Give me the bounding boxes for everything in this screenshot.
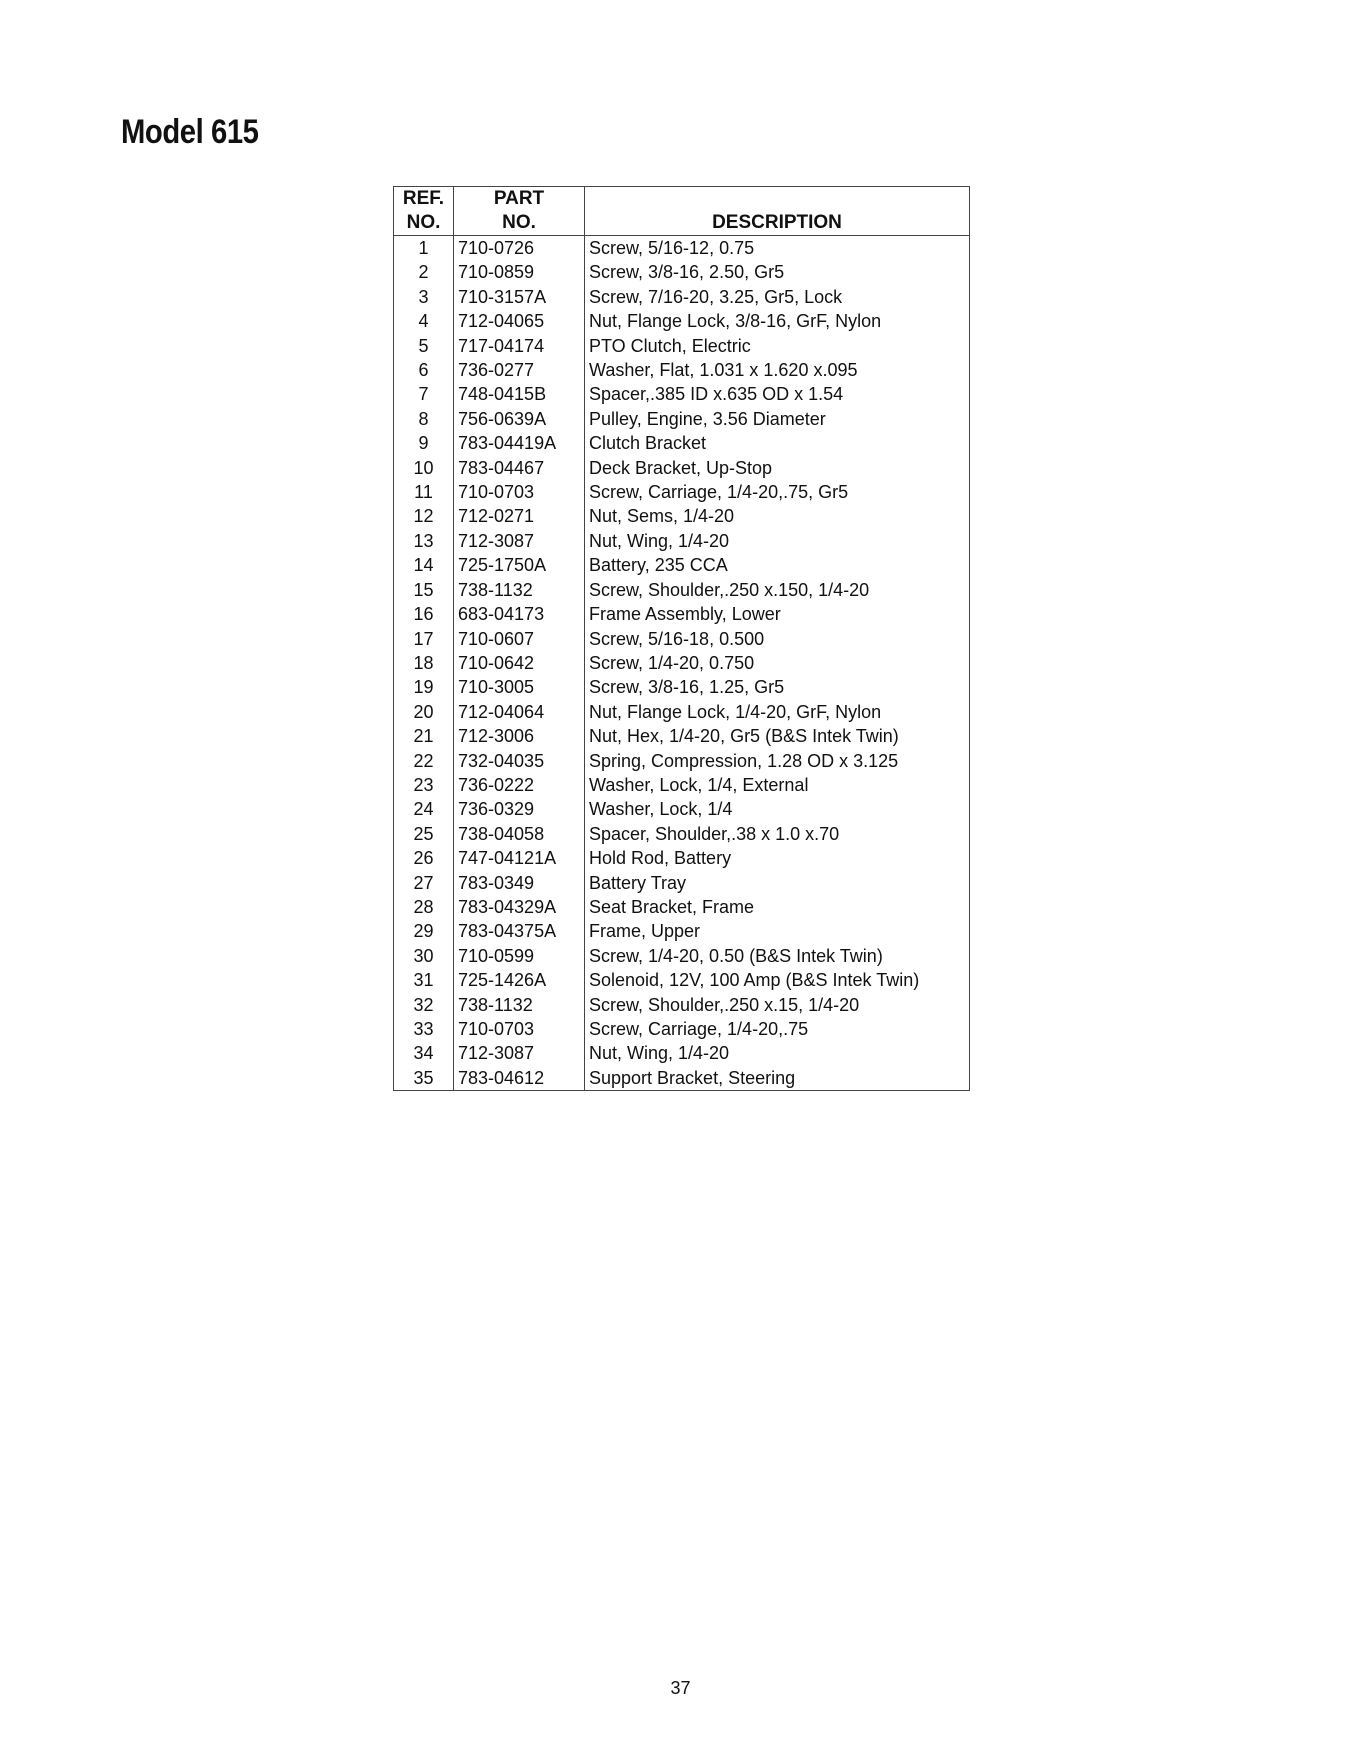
ref-no-cell: 8 bbox=[394, 407, 454, 431]
page-number: 37 bbox=[670, 1678, 691, 1698]
part-no-cell: 712-3087 bbox=[454, 529, 585, 553]
description-cell: Battery, 235 CCA bbox=[585, 553, 970, 577]
table-row bbox=[394, 456, 970, 480]
part-no-cell: 712-04065 bbox=[454, 309, 585, 333]
ref-no-cell: 10 bbox=[394, 456, 454, 480]
part-no-header bbox=[454, 187, 585, 236]
ref-no-cell: 22 bbox=[394, 749, 454, 773]
part-no-cell: 710-3005 bbox=[454, 675, 585, 699]
page-title: Model 615 bbox=[121, 113, 259, 151]
table-row bbox=[394, 504, 970, 528]
description-cell: Washer, Lock, 1/4, External bbox=[585, 773, 970, 797]
parts-table bbox=[393, 186, 970, 1091]
description-cell: Deck Bracket, Up-Stop bbox=[585, 456, 970, 480]
description-cell: Nut, Sems, 1/4-20 bbox=[585, 504, 970, 528]
ref-no-cell: 31 bbox=[394, 968, 454, 992]
ref-no-cell: 13 bbox=[394, 529, 454, 553]
table-row bbox=[394, 968, 970, 992]
description-header-label: DESCRIPTION bbox=[712, 212, 842, 233]
table-row bbox=[394, 431, 970, 455]
description-cell: Screw, 1/4-20, 0.750 bbox=[585, 651, 970, 675]
part-no-cell: 710-0607 bbox=[454, 627, 585, 651]
ref-no-cell: 29 bbox=[394, 919, 454, 943]
part-no-cell: 783-04467 bbox=[454, 456, 585, 480]
part-no-cell: 747-04121A bbox=[454, 846, 585, 870]
table-row bbox=[394, 578, 970, 602]
ref-no-cell: 17 bbox=[394, 627, 454, 651]
ref-no-cell: 15 bbox=[394, 578, 454, 602]
description-cell: Screw, Shoulder,.250 x.15, 1/4-20 bbox=[585, 993, 970, 1017]
description-cell: Nut, Flange Lock, 3/8-16, GrF, Nylon bbox=[585, 309, 970, 333]
description-cell: Screw, 5/16-12, 0.75 bbox=[585, 236, 970, 261]
part-no-cell: 683-04173 bbox=[454, 602, 585, 626]
table-row bbox=[394, 700, 970, 724]
ref-no-cell: 34 bbox=[394, 1041, 454, 1065]
ref-no-cell: 25 bbox=[394, 822, 454, 846]
part-no-cell: 748-0415B bbox=[454, 382, 585, 406]
part-no-cell: 783-04375A bbox=[454, 919, 585, 943]
ref-no-cell: 2 bbox=[394, 260, 454, 284]
table-row bbox=[394, 724, 970, 748]
ref-no-cell: 32 bbox=[394, 993, 454, 1017]
description-cell: Nut, Wing, 1/4-20 bbox=[585, 529, 970, 553]
table-row bbox=[394, 553, 970, 577]
part-no-cell: 738-1132 bbox=[454, 578, 585, 602]
ref-no-cell: 27 bbox=[394, 871, 454, 895]
part-no-cell: 710-0599 bbox=[454, 944, 585, 968]
table-row bbox=[394, 1066, 970, 1091]
table-row bbox=[394, 895, 970, 919]
ref-no-cell: 28 bbox=[394, 895, 454, 919]
description-cell: Washer, Flat, 1.031 x 1.620 x.095 bbox=[585, 358, 970, 382]
description-cell: Pulley, Engine, 3.56 Diameter bbox=[585, 407, 970, 431]
ref-no-cell: 35 bbox=[394, 1066, 454, 1091]
table-row bbox=[394, 382, 970, 406]
ref-no-cell: 23 bbox=[394, 773, 454, 797]
table-row bbox=[394, 871, 970, 895]
description-cell: Solenoid, 12V, 100 Amp (B&S Intek Twin) bbox=[585, 968, 970, 992]
ref-no-cell: 26 bbox=[394, 846, 454, 870]
table-row bbox=[394, 651, 970, 675]
part-no-cell: 783-0349 bbox=[454, 871, 585, 895]
part-no-cell: 710-0642 bbox=[454, 651, 585, 675]
ref-no-cell: 9 bbox=[394, 431, 454, 455]
table-row bbox=[394, 1017, 970, 1041]
part-no-cell: 717-04174 bbox=[454, 334, 585, 358]
table-row bbox=[394, 309, 970, 333]
ref-no-cell: 1 bbox=[394, 236, 454, 261]
parts-table-body bbox=[394, 236, 970, 1091]
table-row bbox=[394, 993, 970, 1017]
table-row bbox=[394, 822, 970, 846]
table-row bbox=[394, 529, 970, 553]
ref-no-cell: 18 bbox=[394, 651, 454, 675]
part-no-header-line2: NO. bbox=[502, 212, 536, 233]
ref-no-cell: 11 bbox=[394, 480, 454, 504]
part-no-cell: 712-04064 bbox=[454, 700, 585, 724]
table-row bbox=[394, 602, 970, 626]
description-cell: Screw, 3/8-16, 2.50, Gr5 bbox=[585, 260, 970, 284]
description-cell: Support Bracket, Steering bbox=[585, 1066, 970, 1091]
part-no-cell: 736-0222 bbox=[454, 773, 585, 797]
table-row bbox=[394, 749, 970, 773]
ref-no-header bbox=[394, 187, 454, 236]
table-row bbox=[394, 919, 970, 943]
ref-no-cell: 33 bbox=[394, 1017, 454, 1041]
ref-no-cell: 16 bbox=[394, 602, 454, 626]
part-no-cell: 710-0859 bbox=[454, 260, 585, 284]
description-cell: Screw, 1/4-20, 0.50 (B&S Intek Twin) bbox=[585, 944, 970, 968]
description-cell: Screw, 5/16-18, 0.500 bbox=[585, 627, 970, 651]
part-no-cell: 710-3157A bbox=[454, 285, 585, 309]
ref-no-cell: 5 bbox=[394, 334, 454, 358]
description-cell: Hold Rod, Battery bbox=[585, 846, 970, 870]
part-no-cell: 710-0703 bbox=[454, 480, 585, 504]
description-cell: Screw, Carriage, 1/4-20,.75, Gr5 bbox=[585, 480, 970, 504]
description-cell: Spacer, Shoulder,.38 x 1.0 x.70 bbox=[585, 822, 970, 846]
part-no-cell: 756-0639A bbox=[454, 407, 585, 431]
part-no-header-line1: PART bbox=[493, 188, 545, 209]
description-cell: Frame Assembly, Lower bbox=[585, 602, 970, 626]
table-row bbox=[394, 285, 970, 309]
ref-no-cell: 6 bbox=[394, 358, 454, 382]
table-row bbox=[394, 236, 970, 261]
table-row bbox=[394, 358, 970, 382]
ref-no-cell: 30 bbox=[394, 944, 454, 968]
part-no-cell: 736-0277 bbox=[454, 358, 585, 382]
part-no-cell: 732-04035 bbox=[454, 749, 585, 773]
part-no-cell: 710-0726 bbox=[454, 236, 585, 261]
part-no-cell: 712-3087 bbox=[454, 1041, 585, 1065]
part-no-cell: 712-0271 bbox=[454, 504, 585, 528]
description-cell: Frame, Upper bbox=[585, 919, 970, 943]
ref-no-cell: 3 bbox=[394, 285, 454, 309]
description-cell: Spring, Compression, 1.28 OD x 3.125 bbox=[585, 749, 970, 773]
part-no-cell: 738-04058 bbox=[454, 822, 585, 846]
ref-no-cell: 24 bbox=[394, 797, 454, 821]
description-cell: Screw, 7/16-20, 3.25, Gr5, Lock bbox=[585, 285, 970, 309]
table-row bbox=[394, 675, 970, 699]
part-no-cell: 725-1750A bbox=[454, 553, 585, 577]
part-no-cell: 710-0703 bbox=[454, 1017, 585, 1041]
description-cell: Screw, 3/8-16, 1.25, Gr5 bbox=[585, 675, 970, 699]
part-no-cell: 738-1132 bbox=[454, 993, 585, 1017]
table-header-row bbox=[394, 187, 970, 236]
table-row bbox=[394, 627, 970, 651]
table-row bbox=[394, 334, 970, 358]
part-no-cell: 783-04612 bbox=[454, 1066, 585, 1091]
part-no-cell: 783-04419A bbox=[454, 431, 585, 455]
description-cell: Spacer,.385 ID x.635 OD x 1.54 bbox=[585, 382, 970, 406]
table-row bbox=[394, 480, 970, 504]
table-row bbox=[394, 1041, 970, 1065]
part-no-cell: 783-04329A bbox=[454, 895, 585, 919]
description-cell: PTO Clutch, Electric bbox=[585, 334, 970, 358]
description-cell: Battery Tray bbox=[585, 871, 970, 895]
ref-no-cell: 7 bbox=[394, 382, 454, 406]
ref-no-cell: 4 bbox=[394, 309, 454, 333]
table-row bbox=[394, 260, 970, 284]
ref-no-header-line1: REF. bbox=[402, 188, 445, 209]
ref-no-cell: 14 bbox=[394, 553, 454, 577]
part-no-cell: 736-0329 bbox=[454, 797, 585, 821]
description-cell: Nut, Flange Lock, 1/4-20, GrF, Nylon bbox=[585, 700, 970, 724]
ref-no-cell: 20 bbox=[394, 700, 454, 724]
table-row bbox=[394, 797, 970, 821]
ref-no-cell: 21 bbox=[394, 724, 454, 748]
table-row bbox=[394, 846, 970, 870]
table-row bbox=[394, 773, 970, 797]
description-cell: Clutch Bracket bbox=[585, 431, 970, 455]
description-cell: Nut, Hex, 1/4-20, Gr5 (B&S Intek Twin) bbox=[585, 724, 970, 748]
description-header bbox=[585, 187, 970, 236]
ref-no-cell: 12 bbox=[394, 504, 454, 528]
table-row bbox=[394, 944, 970, 968]
ref-no-header-line2: NO. bbox=[406, 212, 441, 233]
part-no-cell: 712-3006 bbox=[454, 724, 585, 748]
description-cell: Washer, Lock, 1/4 bbox=[585, 797, 970, 821]
description-cell: Seat Bracket, Frame bbox=[585, 895, 970, 919]
table-row bbox=[394, 407, 970, 431]
ref-no-cell: 19 bbox=[394, 675, 454, 699]
description-cell: Nut, Wing, 1/4-20 bbox=[585, 1041, 970, 1065]
description-cell: Screw, Shoulder,.250 x.150, 1/4-20 bbox=[585, 578, 970, 602]
description-cell: Screw, Carriage, 1/4-20,.75 bbox=[585, 1017, 970, 1041]
part-no-cell: 725-1426A bbox=[454, 968, 585, 992]
